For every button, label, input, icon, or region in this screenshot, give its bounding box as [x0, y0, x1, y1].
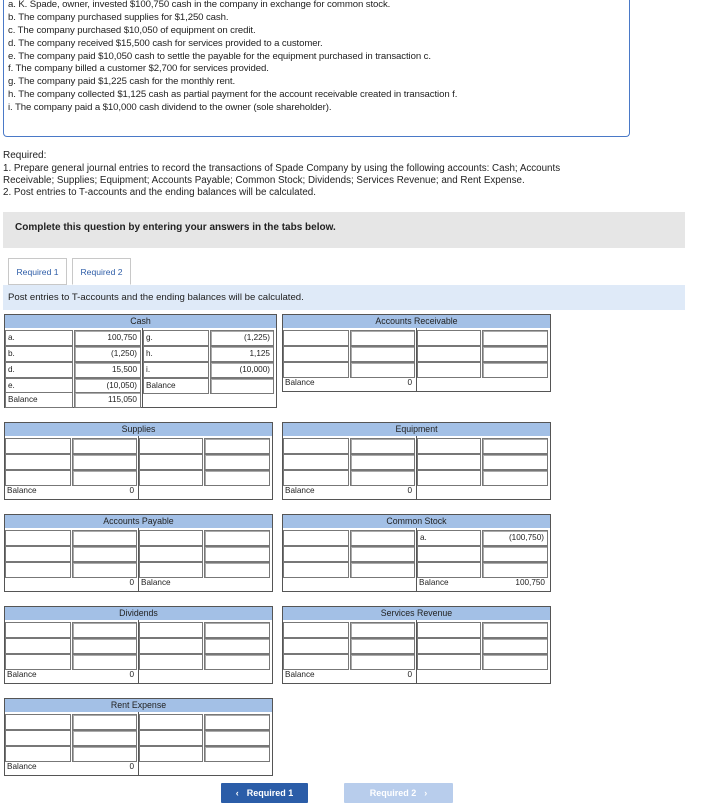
chevron-right-icon: › [424, 788, 428, 798]
ap-credit-label[interactable] [139, 530, 203, 546]
ar-balance-value: 0 [407, 378, 412, 387]
rent-debit-value[interactable] [72, 714, 137, 730]
supplies-credit-label[interactable] [139, 454, 203, 470]
rent-credit-label[interactable] [139, 730, 203, 746]
rev-balance-label: Balance [285, 670, 315, 679]
transaction-a: a. K. Spade, owner, invested $100,750 cash in the company in exchange for common stock. [8, 0, 391, 10]
ar-credit-label[interactable] [417, 330, 481, 346]
transaction-f: f. The company billed a customer $2,700 for services provided. [8, 63, 269, 74]
div-balance-label: Balance [7, 670, 37, 679]
rev-debit-label[interactable] [283, 622, 349, 638]
transaction-h: h. The company collected $1,125 cash as partial payment for the account receivable created in transaction f. [8, 89, 458, 100]
required-item-1: 1. Prepare general journal entries to record the transactions of Spade Company by using the following accounts: Cash; Accounts [3, 163, 561, 174]
transaction-b: b. The company purchased supplies for $1,250 cash. [8, 12, 229, 23]
cs-debit-value[interactable] [350, 530, 415, 546]
equipment-credit-label[interactable] [417, 454, 481, 470]
rent-credit-label[interactable] [139, 714, 203, 730]
cash-balance-value: 115,050 [74, 392, 141, 408]
account-title: Equipment [283, 423, 550, 436]
cash-balance-label: Balance [5, 392, 73, 408]
div-debit-value[interactable] [72, 622, 137, 638]
required-item-2: 2. Post entries to T-accounts and the ending balances will be calculated. [3, 187, 316, 198]
next-required-button[interactable] [344, 783, 453, 803]
div-credit-label[interactable] [139, 638, 203, 654]
div-debit-label[interactable] [5, 638, 71, 654]
rev-debit-label[interactable] [283, 638, 349, 654]
cash-credit-value[interactable]: 1,125 [210, 346, 274, 362]
cash-debit-value[interactable]: 15,500 [74, 362, 141, 378]
t-account-rev [282, 606, 551, 684]
account-title: Dividends [5, 607, 272, 620]
rent-balance-value: 0 [129, 762, 134, 771]
div-credit-value[interactable] [204, 638, 270, 654]
t-account-equipment [282, 422, 551, 500]
tab-required-1[interactable]: Required 1 [8, 258, 67, 285]
account-title: Rent Expense [5, 699, 272, 712]
equipment-debit-label[interactable] [283, 454, 349, 470]
t-account-cs [282, 514, 551, 592]
ap-credit-value[interactable] [204, 546, 270, 562]
account-title: Accounts Payable [5, 515, 272, 528]
supplies-balance-value: 0 [129, 486, 134, 495]
supplies-debit-value[interactable] [72, 454, 137, 470]
cash-debit-value[interactable]: (1,250) [74, 346, 141, 362]
supplies-credit-label[interactable] [139, 438, 203, 454]
ar-debit-value[interactable] [350, 346, 415, 362]
rev-credit-label[interactable] [417, 638, 481, 654]
cs-credit-value[interactable] [482, 546, 548, 562]
t-account-div [4, 606, 273, 684]
rev-debit-value[interactable] [350, 622, 415, 638]
transaction-e: e. The company paid $10,050 cash to settle the payable for the equipment purchased in transaction c. [8, 51, 431, 62]
ar-credit-value[interactable] [482, 330, 548, 346]
div-credit-value[interactable] [204, 622, 270, 638]
equipment-balance-label: Balance [285, 486, 315, 495]
t-account-ap [4, 514, 273, 592]
post-instruction-text: Post entries to T-accounts and the ending balances will be calculated. [8, 292, 304, 303]
supplies-debit-label[interactable] [5, 438, 71, 454]
transaction-c: c. The company purchased $10,050 of equipment on credit. [8, 25, 256, 36]
cs-credit-label[interactable] [417, 546, 481, 562]
cs-debit-label[interactable] [283, 530, 349, 546]
cs-debit-value[interactable] [350, 546, 415, 562]
equipment-balance-value: 0 [407, 486, 412, 495]
div-debit-value[interactable] [72, 638, 137, 654]
chevron-left-icon: ‹ [235, 788, 239, 798]
cash-credit-value[interactable]: (1,225) [210, 330, 274, 346]
account-title: Cash [5, 315, 276, 328]
equipment-credit-value[interactable] [482, 438, 548, 454]
ap-debit-label[interactable] [5, 530, 71, 546]
cs-balance-label: Balance [419, 578, 449, 587]
rent-debit-label[interactable] [5, 730, 71, 746]
cash-credit-label[interactable]: h. [143, 346, 209, 362]
rent-debit-value[interactable] [72, 730, 137, 746]
equipment-debit-label[interactable] [283, 438, 349, 454]
ap-debit-value[interactable] [72, 530, 137, 546]
ar-debit-value[interactable] [350, 330, 415, 346]
instructions-text: Complete this question by entering your answers in the tabs below. [15, 222, 336, 233]
equipment-debit-value[interactable] [350, 454, 415, 470]
cash-debit-label[interactable]: b. [5, 346, 73, 362]
cash-credit-label[interactable]: g. [143, 330, 209, 346]
required-title: Required: [3, 150, 47, 161]
cs-credit-value[interactable]: (100,750) [482, 530, 548, 546]
transaction-g: g. The company paid $1,225 cash for the monthly rent. [8, 76, 236, 87]
required-item-1-cont: Receivable; Supplies; Equipment; Accounts Payable; Common Stock; Dividends; Services Revenue; and Rent Expense. [3, 175, 525, 186]
equipment-credit-value[interactable] [482, 454, 548, 470]
cash-debit-label[interactable]: e. [5, 378, 73, 394]
t-account-rent [4, 698, 273, 776]
tab-required-2[interactable]: Required 2 [72, 258, 131, 285]
next-button-label: Required 2 [369, 788, 417, 798]
supplies-credit-value[interactable] [204, 454, 270, 470]
t-account-ar [282, 314, 551, 392]
ap-balance-value: 0 [129, 578, 134, 587]
rent-credit-value[interactable] [204, 714, 270, 730]
rent-credit-value[interactable] [204, 730, 270, 746]
equipment-debit-value[interactable] [350, 438, 415, 454]
ar-credit-label[interactable] [417, 346, 481, 362]
cash-debit-label[interactable]: a. [5, 330, 73, 346]
cash-credit-label[interactable]: i. [143, 362, 209, 378]
ap-balance-label: Balance [141, 578, 171, 587]
ap-credit-label[interactable] [139, 546, 203, 562]
cash-debit-value[interactable]: 100,750 [74, 330, 141, 346]
ar-debit-label[interactable] [283, 330, 349, 346]
prev-required-button[interactable] [221, 783, 308, 803]
cash-debit-label[interactable]: d. [5, 362, 73, 378]
ar-debit-label[interactable] [283, 346, 349, 362]
ap-debit-label[interactable] [5, 546, 71, 562]
transaction-i: i. The company paid a $10,000 cash dividend to the owner (sole shareholder). [8, 102, 332, 113]
cs-debit-label[interactable] [283, 546, 349, 562]
rev-credit-label[interactable] [417, 622, 481, 638]
rev-balance-value: 0 [407, 670, 412, 679]
supplies-credit-value[interactable] [204, 438, 270, 454]
supplies-balance-label: Balance [7, 486, 37, 495]
div-balance-value: 0 [129, 670, 134, 679]
account-title: Services Revenue [283, 607, 550, 620]
cash-credit-value[interactable]: (10,000) [210, 362, 274, 378]
account-title: Common Stock [283, 515, 550, 528]
rent-debit-label[interactable] [5, 714, 71, 730]
cash-debit-value[interactable]: (10,050) [74, 378, 141, 394]
cs-balance-value: 100,750 [515, 578, 545, 587]
account-title: Accounts Receivable [283, 315, 550, 328]
div-credit-label[interactable] [139, 622, 203, 638]
supplies-debit-label[interactable] [5, 454, 71, 470]
rev-credit-value[interactable] [482, 638, 548, 654]
cash-credit-label[interactable]: Balance [143, 378, 209, 394]
ar-credit-value[interactable] [482, 346, 548, 362]
rev-debit-value[interactable] [350, 638, 415, 654]
account-title: Supplies [5, 423, 272, 436]
rent-balance-label: Balance [7, 762, 37, 771]
ap-debit-value[interactable] [72, 546, 137, 562]
prev-button-label: Required 1 [246, 788, 294, 798]
t-account-supplies [4, 422, 273, 500]
supplies-debit-value[interactable] [72, 438, 137, 454]
equipment-credit-label[interactable] [417, 438, 481, 454]
ap-credit-value[interactable] [204, 530, 270, 546]
rev-credit-value[interactable] [482, 622, 548, 638]
ar-balance-label: Balance [285, 378, 315, 387]
transaction-d: d. The company received $15,500 cash for services provided to a customer. [8, 38, 323, 49]
t-account-cash [4, 314, 277, 408]
div-debit-label[interactable] [5, 622, 71, 638]
cs-credit-label[interactable]: a. [417, 530, 481, 546]
